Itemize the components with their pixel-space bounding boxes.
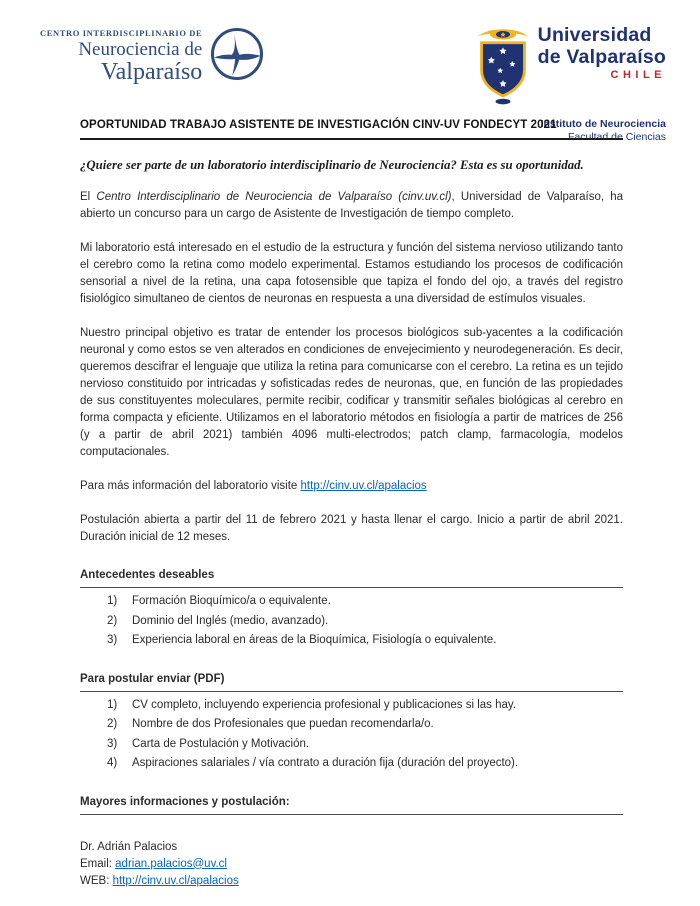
section-heading-postular: Para postular enviar (PDF) [80, 671, 623, 692]
web-label: WEB: [80, 874, 113, 887]
contact-email-line [80, 856, 623, 873]
uv-wordmark-line2: de Valparaíso [537, 45, 666, 68]
paragraph-more-info [80, 478, 623, 495]
web-link[interactable]: http://cinv.uv.cl/apalacios [112, 874, 239, 887]
list-item: Nombre de dos Profesionales que puedan recomendarla/o. [132, 718, 434, 730]
cinv-logo [40, 26, 265, 87]
uv-wordmark-line1: Universidad [537, 24, 652, 46]
antecedentes-list [80, 592, 623, 651]
list-item: Carta de Postulación y Motivación. [132, 737, 310, 750]
more-info-text: Para más información del laboratorio visite [80, 480, 301, 492]
email-label: Email: [80, 857, 116, 870]
document-title: OPORTUNIDAD TRABAJO ASISTENTE DE INVESTIGACIÓN CINV-UV FONDECYT 2021 [80, 117, 623, 140]
list-item: Experiencia laboral en áreas de la Bioquímica, Fisiología o equivalente. [132, 634, 497, 646]
paragraph-application: Postulación abierta a partir del 11 de febrero 2021 y hasta llenar el cargo. Inicio a partir de abril 2021. Duración inicial de 12 meses. [80, 514, 623, 543]
postular-list [80, 696, 623, 774]
section-heading-antecedentes: Antecedentes deseables [80, 567, 623, 588]
email-link[interactable]: adrian.palacios@uv.cl [115, 857, 227, 870]
section-heading-contacto: Mayores informaciones y postulación: [80, 794, 623, 815]
cinv-spike-icon [209, 26, 265, 87]
uv-country-label: CHILE [610, 69, 666, 81]
tagline: ¿Quiere ser parte de un laboratorio interdisciplinario de Neurociencia? Esta es su oportunidad. [80, 158, 584, 172]
list-item: Dominio del Inglés (medio, avanzado). [132, 614, 329, 627]
uv-logo-top [475, 26, 666, 113]
contact-block [80, 839, 623, 890]
list-item: Formación Bioquímico/a o equivalente. [132, 595, 331, 607]
cinv-wordmark-line1: CENTRO INTERDISCIPLINARIO DE [40, 28, 203, 39]
uv-institute-label: Instituto de Neurociencia [540, 118, 666, 130]
document-body [80, 117, 623, 890]
uv-shield-icon [475, 26, 531, 113]
lab-website-link[interactable]: http://cinv.uv.cl/apalacios [300, 480, 427, 492]
paragraph-intro [80, 189, 623, 223]
list-item: CV completo, incluyendo experiencia profesional y publicaciones si las hay. [132, 698, 516, 711]
contact-name: Dr. Adrián Palacios [80, 840, 178, 853]
cinv-wordmark-line3: Valparaíso [100, 58, 203, 85]
intro-prefix: El [80, 191, 97, 203]
paragraph-lab: Mi laboratorio está interesado en el estudio de la estructura y función del sistema nervioso utilizando tanto el cerebro como la retina como modelo experimental. Estamos estudiando los procesos de codificación sensorial a nivel de la retina, una capa fotosensible que tapiza el fondo del ojo, a través del registro fisiológico simultaneo de cientos de neuronas en respuesta a una diversidad de estímulos visuales. [80, 242, 623, 305]
cinv-wordmark [40, 29, 202, 84]
uv-faculty-label: Facultad de Ciencias [567, 131, 666, 144]
list-item: Aspiraciones salariales / vía contrato a duración fija (duración del proyecto). [132, 757, 519, 769]
intro-suffix: , Universidad de Valparaíso, ha abierto un concurso para un cargo de Asistente de Investigación de tiempo completo. [80, 191, 624, 220]
cinv-wordmark-line2: Neurociencia de [78, 38, 203, 60]
paragraph-objective: Nuestro principal objetivo es tratar de entender los procesos biológicos sub-yacentes a la codificación neuronal y como estos se ven alterados en condiciones de envejecimiento y neurodegeneración. Es decir, queremos descifrar el lenguaje que utiliza la retina para comunicarse con el cerebro. La retina es un tejido nervioso constituido por intricadas y sofisticadas redes de neuronas, que, en función de las propiedades de sus constituyentes moleculares, permite recibir, codificar y transmitir señales biológicas al cerebro en forma compacta y eficiente. Utilizamos en el laboratorio métodos en fisiología a partir de matrices de 256 (y a partir de abril 2021) también 4096 multi-electrodos; patch clamp, farmacología, modelos computacionales. [80, 327, 623, 458]
intro-italic: Centro Interdisciplinario de Neurociencia de Valparaíso (cinv.uv.cl) [96, 191, 452, 203]
uv-wordmark [538, 26, 666, 81]
contact-web-line [80, 873, 623, 890]
